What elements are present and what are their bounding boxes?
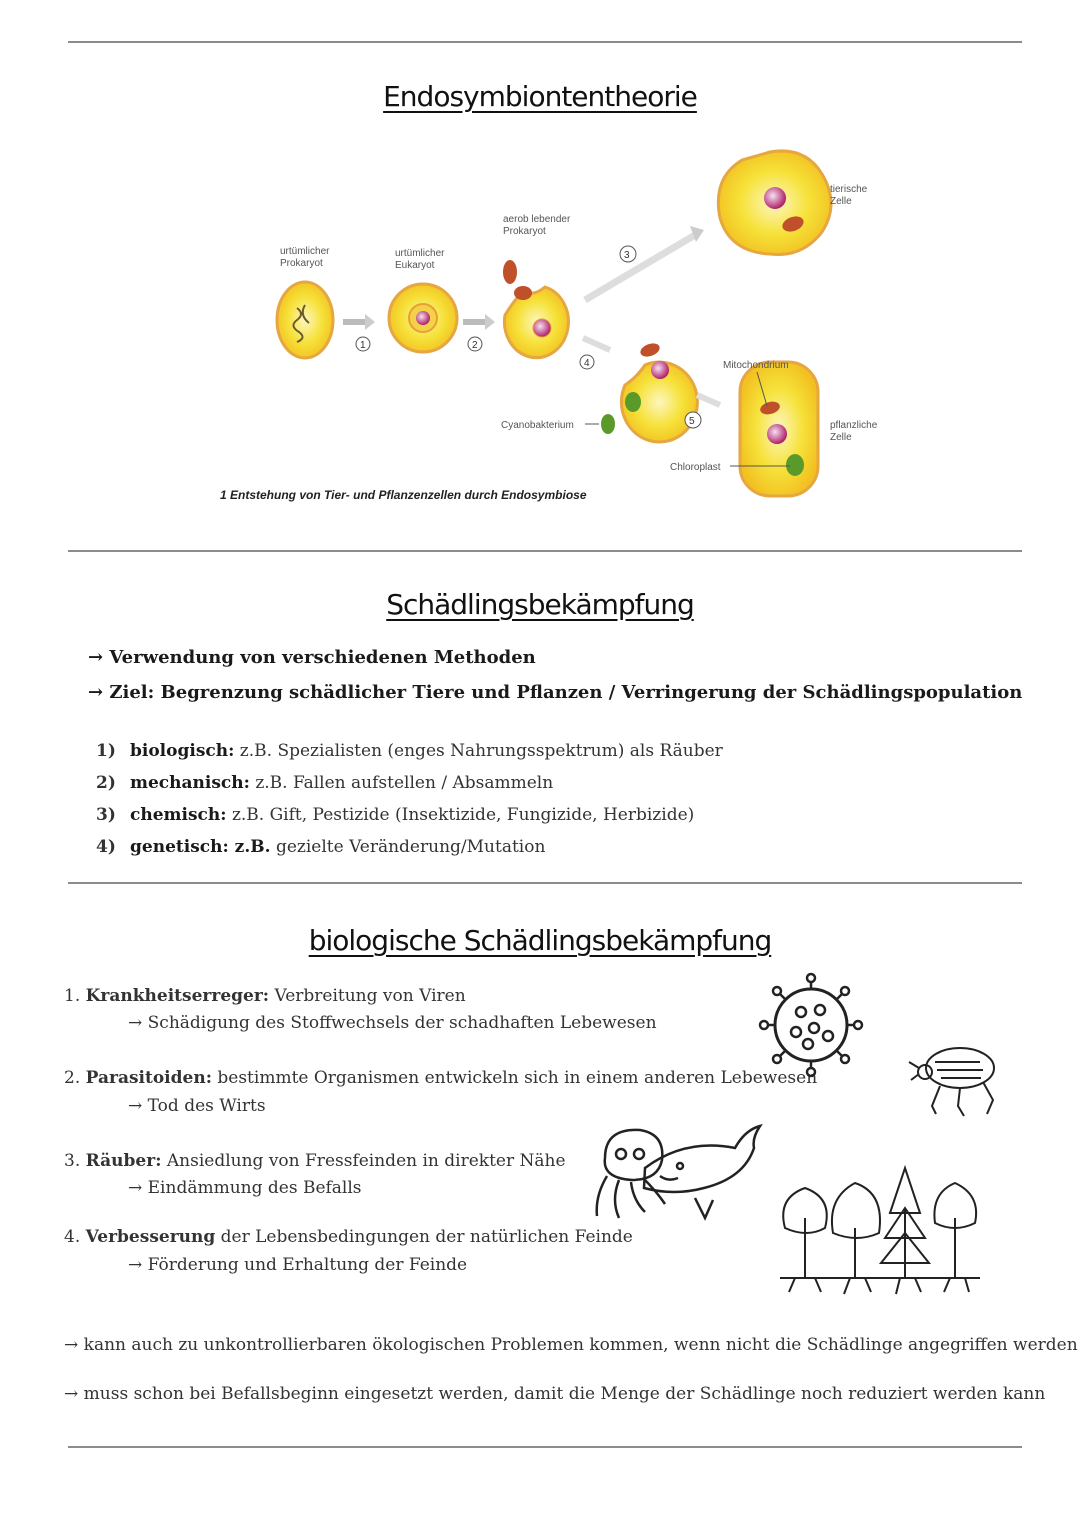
svg-text:Eukaryot: Eukaryot [395,260,435,271]
svg-text:Cyanobakterium: Cyanobakterium [501,420,574,431]
svg-text:tierische: tierische [830,184,868,195]
method-item: 1) biologisch: z.B. Spezialisten (enges Nahrungsspektrum) als Räuber [96,741,723,761]
virus-illustration [756,970,866,1080]
prokaryote-cell [277,282,333,358]
arrow-step-3 [585,235,695,300]
svg-text:Prokaryot: Prokaryot [503,226,546,237]
arrow-step-4 [583,338,610,350]
svg-text:aerob lebender: aerob lebender [503,214,571,225]
svg-text:4: 4 [584,358,590,369]
list-item: 3. Räuber: Ansiedlung von Fressfeinden in direkter Nähe [64,1151,566,1171]
forest-illustration [775,1158,985,1303]
svg-text:urtümlicher: urtümlicher [280,246,330,257]
list-item-sub: → Tod des Wirts [128,1096,266,1116]
plant-cell [740,362,818,496]
figure-caption: 1 Entstehung von Tier- und Pflanzenzellen durch Endosymbiose [220,488,587,502]
svg-text:5: 5 [689,416,695,427]
note: → kann auch zu unkontrollierbaren ökologischen Problemen kommen, wenn nicht die Schädlinge angegriffen werden [64,1335,1078,1355]
svg-text:Zelle: Zelle [830,432,852,443]
svg-text:Mitochondrium: Mitochondrium [723,360,789,371]
section-title-endosymbiont: Endosymbiontentheorie [383,80,697,113]
eukaryote-cell [389,284,457,352]
svg-text:Chloroplast: Chloroplast [670,462,721,473]
svg-text:1: 1 [360,340,366,351]
section-title-biological-pest-control: biologische Schädlingsbekämpfung [308,924,772,957]
divider [68,550,1022,552]
list-item-sub: → Schädigung des Stoffwechsels der schadhaften Lebewesen [128,1013,657,1033]
predator-illustration [585,1118,765,1228]
flea-illustration [905,1040,1005,1120]
note: → muss schon bei Befallsbeginn eingesetzt werden, damit die Menge der Schädlinge noch reduziert werden kann [64,1384,1046,1404]
list-item: 1. Krankheitserreger: Verbreitung von Viren [64,986,466,1006]
engulfing-cell [503,260,568,358]
list-item-sub: → Eindämmung des Befalls [128,1178,362,1198]
arrow-step-5 [697,395,720,405]
svg-text:3: 3 [624,250,630,261]
divider [68,882,1022,884]
svg-text:pflanzliche: pflanzliche [830,420,878,431]
list-item: 2. Parasitoiden: bestimmte Organismen entwickeln sich in einem anderen Lebewesen [64,1068,818,1088]
section-title-pest-control: Schädlingsbekämpfung [386,588,694,621]
intermediate-cell [621,341,697,442]
list-item: 4. Verbesserung der Lebensbedingungen der natürlichen Feinde [64,1227,633,1247]
divider [68,41,1022,43]
arrow-line: → Ziel: Begrenzung schädlicher Tiere und Pflanzen / Verringerung der Schädlingspopulation [88,682,1023,703]
list-item-sub: → Förderung und Erhaltung der Feinde [128,1255,468,1275]
svg-text:Zelle: Zelle [830,196,852,207]
endosymbiosis-figure [205,140,905,510]
animal-cell [718,151,831,255]
svg-text:2: 2 [472,340,478,351]
method-item: 3) chemisch: z.B. Gift, Pestizide (Insektizide, Fungizide, Herbizide) [96,805,695,825]
method-item: 2) mechanisch: z.B. Fallen aufstellen / Absammeln [96,773,554,793]
divider [68,1446,1022,1448]
svg-text:urtümlicher: urtümlicher [395,248,445,259]
method-item: 4) genetisch: z.B. gezielte Veränderung/Mutation [96,837,546,857]
arrow-line: → Verwendung von verschiedenen Methoden [88,647,536,668]
svg-text:Prokaryot: Prokaryot [280,258,323,269]
